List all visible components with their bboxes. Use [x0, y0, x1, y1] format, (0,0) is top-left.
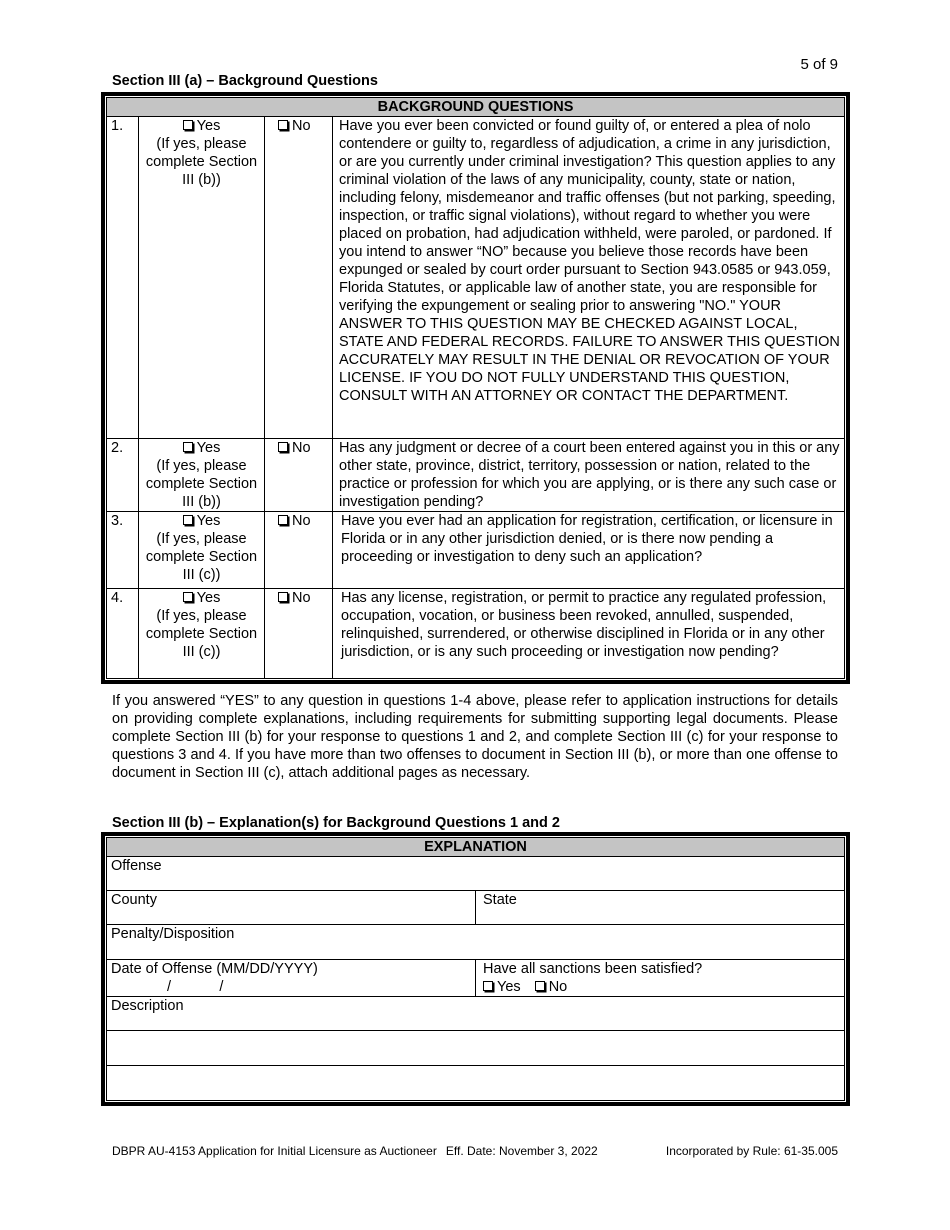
- checkbox-icon[interactable]: [278, 515, 288, 525]
- no-option[interactable]: [265, 117, 333, 439]
- yes-label: Yes: [196, 513, 221, 529]
- sanctions-label: Have all sanctions been satisfied?: [483, 961, 703, 977]
- question-number: 2.: [107, 439, 139, 512]
- no-option[interactable]: [265, 439, 333, 512]
- penalty-label: Penalty/Disposition: [111, 926, 235, 942]
- description-line-3[interactable]: [107, 1066, 845, 1101]
- offense-field[interactable]: [107, 857, 845, 891]
- state-field[interactable]: [476, 891, 845, 925]
- question-row-3: [107, 512, 845, 589]
- footer-eff-date: Eff. Date: November 3, 2022: [445, 1144, 598, 1158]
- no-option[interactable]: [265, 589, 333, 679]
- yes-note: (If yes, please complete Section III (c)): [145, 531, 258, 583]
- checkbox-icon[interactable]: [183, 515, 193, 525]
- question-number: 1.: [107, 117, 139, 439]
- instructions-paragraph: If you answered “YES” to any question in questions 1-4 above, please refer to application instructions for details on providing complete explanations, including requirements for submitting supporting legal documents. Please complete Section III (b) for your response to questions 1 and 2, and complete Section III (c) for your response to questions 3 and 4. If you have more than two offenses to document in Section III (b), or more than one offense to document in Section III (c), attach additional pages as necessary.: [112, 693, 838, 781]
- checkbox-icon[interactable]: [535, 981, 545, 991]
- background-questions-table: [101, 92, 850, 684]
- yes-option[interactable]: [139, 589, 265, 679]
- sanctions-field: [476, 960, 845, 997]
- description-label: Description: [111, 998, 184, 1014]
- page-footer: [112, 1144, 838, 1158]
- question-number: 3.: [107, 512, 139, 589]
- section-b-title: Section III (b) – Explanation(s) for Background Questions 1 and 2: [112, 815, 560, 831]
- question-row-2: [107, 439, 845, 512]
- yes-note: (If yes, please complete Section III (b)): [145, 136, 258, 188]
- no-label: No: [292, 440, 311, 456]
- question-row-4: [107, 589, 845, 679]
- county-label: County: [111, 892, 157, 908]
- yes-label: Yes: [196, 440, 221, 456]
- date-label: Date of Offense (MM/DD/YYYY): [111, 961, 318, 977]
- explanation-table: [101, 832, 850, 1106]
- date-of-offense-field[interactable]: [107, 960, 476, 997]
- checkbox-icon[interactable]: [278, 442, 288, 452]
- penalty-field[interactable]: [107, 925, 845, 960]
- question-number: 4.: [107, 589, 139, 679]
- yes-option[interactable]: [139, 512, 265, 589]
- yes-note: (If yes, please complete Section III (b)): [145, 458, 258, 510]
- table-header: BACKGROUND QUESTIONS: [107, 98, 845, 117]
- explanation-header: EXPLANATION: [107, 838, 845, 857]
- checkbox-icon[interactable]: [183, 442, 193, 452]
- county-field[interactable]: [107, 891, 476, 925]
- question-text: Has any license, registration, or permit to practice any regulated profession, occupation, vocation, or business been revoked, annulled, suspended, relinquished, surrendered, or otherwise disciplined in Florida or in any other jurisdiction, or is any such proceeding or investigation now pending?: [333, 589, 845, 679]
- checkbox-icon[interactable]: [278, 592, 288, 602]
- footer-rule: Incorporated by Rule: 61-35.005: [665, 1144, 838, 1158]
- yes-note: (If yes, please complete Section III (c)): [145, 608, 258, 660]
- page-number: 5 of 9: [800, 56, 838, 73]
- no-label: No: [292, 590, 311, 606]
- yes-option[interactable]: [139, 117, 265, 439]
- offense-label: Offense: [111, 858, 162, 874]
- checkbox-icon[interactable]: [183, 120, 193, 130]
- sanctions-no-option[interactable]: No: [535, 979, 568, 995]
- date-slashes: / /: [167, 979, 224, 995]
- question-text: Have you ever had an application for registration, certification, or licensure in Florida or in any other jurisdiction denied, or is there now pending a proceeding or investigation to deny such an application?: [333, 512, 845, 589]
- description-field[interactable]: [107, 997, 845, 1031]
- checkbox-icon[interactable]: [483, 981, 493, 991]
- footer-form-name: DBPR AU-4153 Application for Initial Licensure as Auctioneer: [112, 1144, 437, 1158]
- checkbox-icon[interactable]: [278, 120, 288, 130]
- yes-label: Yes: [196, 590, 221, 606]
- yes-label: Yes: [196, 118, 221, 134]
- no-option[interactable]: [265, 512, 333, 589]
- checkbox-icon[interactable]: [183, 592, 193, 602]
- question-text: Has any judgment or decree of a court been entered against you in this or any other state, province, district, territory, possession or nation, related to the practice or profession for which you are applying, or is there any such case or investigation pending?: [333, 439, 845, 512]
- yes-option[interactable]: [139, 439, 265, 512]
- state-label: State: [483, 892, 517, 908]
- question-text: Have you ever been convicted or found guilty of, or entered a plea of nolo contendere or guilty to, regardless of adjudication, a crime in any jurisdiction, or are you currently under criminal investigation? This question applies to any criminal violation of the laws of any municipality, county, state or nation, including felony, misdemeanor and traffic offenses (but not parking, speeding, inspection, or traffic signal violations), without regard to whether you were placed on probation, had adjudication withheld, were paroled, or pardoned. If you intend to answer “NO” because you believe those records have been expunged or sealed by court order pursuant to Section 943.0585 or 943.059, Florida Statutes, or applicable law of another state, you are responsible for verifying the expungement or sealing prior to answering "NO." YOUR ANSWER TO THIS QUESTION MAY BE CHECKED AGAINST LOCAL, STATE AND FEDERAL RECORDS. FAILURE TO ANSWER THIS QUESTION ACCURATELY MAY RESULT IN THE DENIAL OR REVOCATION OF YOUR LICENSE. IF YOU DO NOT FULLY UNDERSTAND THIS QUESTION, CONSULT WITH AN ATTORNEY OR CONTACT THE DEPARTMENT.: [333, 117, 845, 439]
- description-line-2[interactable]: [107, 1031, 845, 1066]
- sanctions-yes-option[interactable]: Yes: [483, 979, 521, 995]
- question-row-1: [107, 117, 845, 439]
- no-label: No: [292, 118, 311, 134]
- no-label: No: [292, 513, 311, 529]
- section-a-title: Section III (a) – Background Questions: [112, 73, 378, 89]
